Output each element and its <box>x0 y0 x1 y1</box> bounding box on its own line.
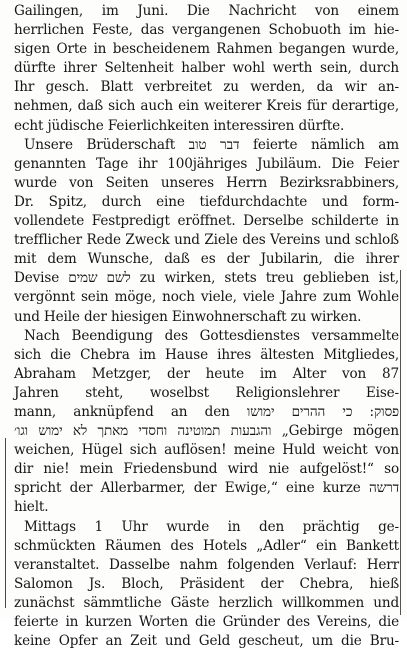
article-line: Abraham Metzger, der heute im Alter von 87 <box>14 365 399 382</box>
article-line: dürfte ihrer Seltenheit halber wohl werth sein, durch <box>14 60 399 77</box>
article-line: echt jüdische Feierlichkeiten interessiren dürfte. <box>14 117 345 134</box>
article-line: hielt. <box>14 499 49 516</box>
column-rule-right <box>400 270 401 615</box>
article-line: zunächst sämmtliche Gäste herzlich willkommen und <box>14 594 399 611</box>
article-line: Gailingen, im Juni. Die Nachricht von einem <box>14 3 399 19</box>
article-column <box>14 2 399 650</box>
article-line: vollendete Festpredigt eröffnet. Derselbe schilderte in <box>14 213 399 230</box>
article-line: vergönnt sein möge, noch viele, viele Jahre zum Wohle <box>14 289 399 306</box>
article-line: nehmen, daß sich auch ein weiterer Kreis für derartige, <box>14 98 399 115</box>
article-line: Devise לשם שמים zu wirken, stets treu geblieben ist, <box>14 270 399 287</box>
article-line: wurde von Seiten unseres Herrn Bezirksrabbiners, <box>14 174 399 191</box>
article-line: trefflicher Rede Zweck und Ziele des Vereins und schloß <box>14 232 399 249</box>
article-line: schmückten Räumen des Hotels „Adler“ ein Bankett <box>14 537 399 554</box>
article-line: veranstaltet. Dasselbe nahm folgenden Verlauf: Herr <box>14 556 399 573</box>
article-line: mit dem Wunsche, daß es der Jubilarin, die ihrer <box>14 251 399 268</box>
article-line: והגבעות תמוטינה וחסדי מאתך לא ימוש וגו׳ „Gebirge mögen <box>14 423 399 440</box>
column-rule-left <box>5 438 6 608</box>
article-line: Jahren steht, woselbst Religionslehrer Eise- <box>14 384 399 401</box>
article-line: Mittags 1 Uhr wurde in den prächtig ge- <box>24 518 399 535</box>
article-line: sich die Chebra im Hause ihres ältesten Mitgliedes, <box>14 346 399 363</box>
article-line: sigen Orte in bescheidenem Rahmen begangen wurde, <box>14 41 399 58</box>
article-line: weichen, Hügel sich auflösen! meine Huld weicht von <box>14 442 399 459</box>
article-line: keine Opfer an Zeit und Geld gescheut, um die Bru- <box>14 633 399 650</box>
article-line: Ihr gesch. Blatt verbreitet zu werden, da wir an- <box>14 79 399 96</box>
article-line: herrlichen Feste, das vergangenen Schobuoth im hie- <box>14 22 399 39</box>
article-line: Unsere Brüderschaft דבר טוב feierte nämlich am <box>24 136 399 153</box>
article-line: feierte in kurzen Worten die Gründer des Vereins, die <box>14 614 399 630</box>
article-line: mann, anknüpfend an den פסוק: כי ההרים ימושו <box>14 403 399 420</box>
article-line: genannten Tage ihr 100jähriges Jubiläum. Die Feier <box>14 155 399 172</box>
article-line: Salomon Js. Bloch, Präsident der Chebra, hieß <box>14 575 399 592</box>
article-line: und Heile der hiesigen Einwohnerschaft zu wirken. <box>14 308 362 325</box>
article-line: spricht der Allerbarmer, der Ewige,“ eine kurze דרשה <box>14 480 399 497</box>
article-line: Dr. Spitz, durch eine tiefdurchdachte und form- <box>14 193 399 210</box>
article-line: Nach Beendigung des Gottesdienstes versammelte <box>24 327 399 344</box>
article-line: dir nie! mein Friedensbund wird nie aufgelöst!“ so <box>14 461 399 478</box>
